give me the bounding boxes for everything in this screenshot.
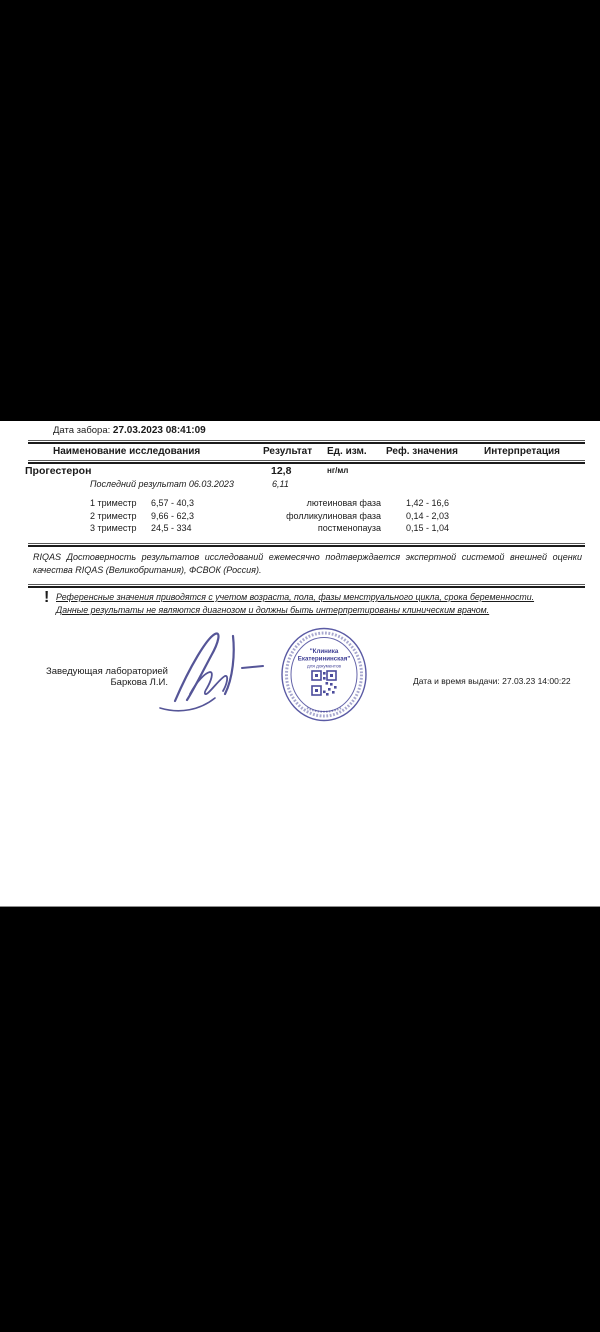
postmenopause-range: 0,15 - 1,04 <box>406 523 450 533</box>
trimester-3-range: 24,5 - 334 <box>151 523 192 533</box>
warning-line-not-diagnosis: Данные результаты не являются диагнозом и должны быть интерпретированы клиническим врачом. <box>56 605 490 615</box>
trimester-1-range: 6,57 - 40,3 <box>151 498 195 508</box>
stamp-microdigits-arc <box>307 708 341 712</box>
signatory-title: Заведующая лабораторией <box>46 666 168 677</box>
collection-date-label: Дата забора: <box>53 425 111 436</box>
trimester-2-label: 2 триместр <box>90 510 137 521</box>
riqas-bottom-rule <box>28 584 585 588</box>
report-page <box>0 421 600 907</box>
column-header-name: Наименование исследования <box>53 446 201 457</box>
result-unit: нг/мл <box>327 466 349 475</box>
trimester-2-range: 9,66 - 62,3 <box>151 510 195 521</box>
warning-exclamation-mark: ! <box>44 589 50 606</box>
stamp-org-line1: "Клиника <box>309 648 339 655</box>
luteal-phase-range: 1,42 - 16,6 <box>406 498 450 508</box>
warning-line-reference-values: Референсные значения приводятся с учетом возраста, пола, фазы менструального цикла, срока беременности. <box>56 592 535 602</box>
issue-datetime-value: 27.03.23 14:00:22 <box>502 676 571 686</box>
luteal-phase-label: лютеиновая фаза <box>306 498 381 508</box>
follicular-phase-label: фолликулиновая фаза <box>286 510 381 521</box>
previous-result-value: 6,11 <box>272 479 289 489</box>
issue-datetime-line <box>413 676 571 686</box>
stamp-purpose: для документов <box>307 663 341 669</box>
trimester-1-label: 1 триместр <box>90 498 137 508</box>
stamp-qr-code <box>312 671 337 696</box>
signatory-name: Баркова Л.И. <box>110 676 168 688</box>
stamp-org-line2: Екатерининская" <box>297 655 351 663</box>
collection-date-line <box>53 425 206 436</box>
column-header-result: Результат <box>263 446 313 457</box>
trimester-3-label: 3 триместр <box>90 523 137 533</box>
clinic-round-stamp <box>279 626 369 723</box>
header-bottom-rule <box>28 460 585 464</box>
column-header-interpretation: Интерпретация <box>484 446 560 457</box>
riqas-quality-note: RIQAS Достоверность результатов исследований ежемесячно подтверждается экспертной системой внешней оценки качества RIQAS (Великобритания), ФСВОК (Россия). <box>33 552 582 575</box>
top-letterbox <box>0 0 600 421</box>
postmenopause-label: постменопауза <box>317 523 381 533</box>
issue-datetime-label: Дата и время выдачи: <box>413 676 500 686</box>
result-value: 12,8 <box>271 465 292 477</box>
table-top-rule <box>28 440 585 444</box>
handwritten-signature <box>145 626 275 716</box>
follicular-phase-range: 0,14 - 2,03 <box>406 510 450 521</box>
collection-date-value: 27.03.2023 08:41:09 <box>112 425 206 436</box>
bottom-letterbox <box>0 907 600 1332</box>
column-header-unit: Ед. изм. <box>327 446 367 457</box>
riqas-top-rule <box>28 543 585 547</box>
analyte-name: Прогестерон <box>25 465 92 477</box>
column-header-reference: Реф. значения <box>386 446 459 457</box>
previous-result-label: Последний результат 06.03.2023 <box>90 479 234 489</box>
